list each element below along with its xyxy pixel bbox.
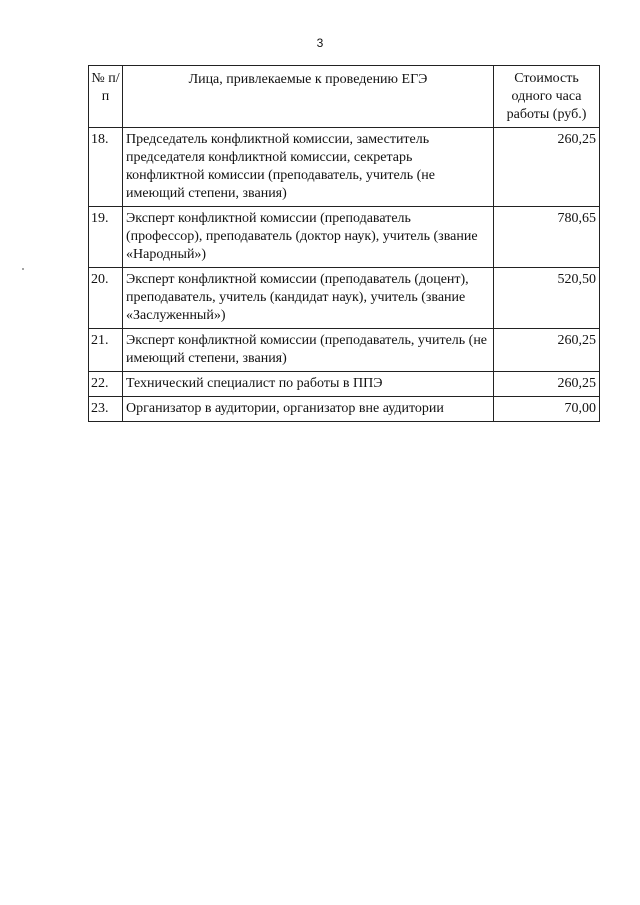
row-number: 23. — [89, 397, 123, 422]
row-number: 18. — [89, 128, 123, 207]
table-row — [89, 207, 600, 268]
row-person: Эксперт конфликтной комиссии (преподаватель (доцент), преподаватель, учитель (кандидат наук), учитель (звание «Заслуженный») — [123, 268, 494, 329]
row-cost: 780,65 — [494, 207, 600, 268]
row-cost: 260,25 — [494, 329, 600, 372]
row-cost: 520,50 — [494, 268, 600, 329]
header-cost: Стоимость одного часа работы (руб.) — [494, 66, 600, 128]
row-person: Организатор в аудитории, организатор вне аудитории — [123, 397, 494, 422]
row-number: 21. — [89, 329, 123, 372]
row-cost: 70,00 — [494, 397, 600, 422]
page-number: 3 — [316, 36, 324, 50]
row-cost: 260,25 — [494, 128, 600, 207]
row-number: 19. — [89, 207, 123, 268]
table-row — [89, 268, 600, 329]
row-person: Эксперт конфликтной комиссии (преподаватель (профессор), преподаватель (доктор наук), учитель (звание «Народный») — [123, 207, 494, 268]
row-person: Эксперт конфликтной комиссии (преподаватель, учитель (не имеющий степени, звания) — [123, 329, 494, 372]
row-person: Технический специалист по работы в ППЭ — [123, 372, 494, 397]
table-row — [89, 128, 600, 207]
margin-mark — [22, 268, 24, 270]
row-person: Председатель конфликтной комиссии, заместитель председателя конфликтной комиссии, секретарь конфликтной комиссии (преподаватель, учитель (не имеющий степени, звания) — [123, 128, 494, 207]
table-header-row — [89, 66, 600, 128]
header-number: № п/п — [89, 66, 123, 128]
row-cost: 260,25 — [494, 372, 600, 397]
table-row — [89, 372, 600, 397]
table-row — [89, 397, 600, 422]
row-number: 22. — [89, 372, 123, 397]
row-number: 20. — [89, 268, 123, 329]
table-row — [89, 329, 600, 372]
header-person: Лица, привлекаемые к проведению ЕГЭ — [123, 66, 494, 128]
cost-table — [88, 65, 600, 422]
